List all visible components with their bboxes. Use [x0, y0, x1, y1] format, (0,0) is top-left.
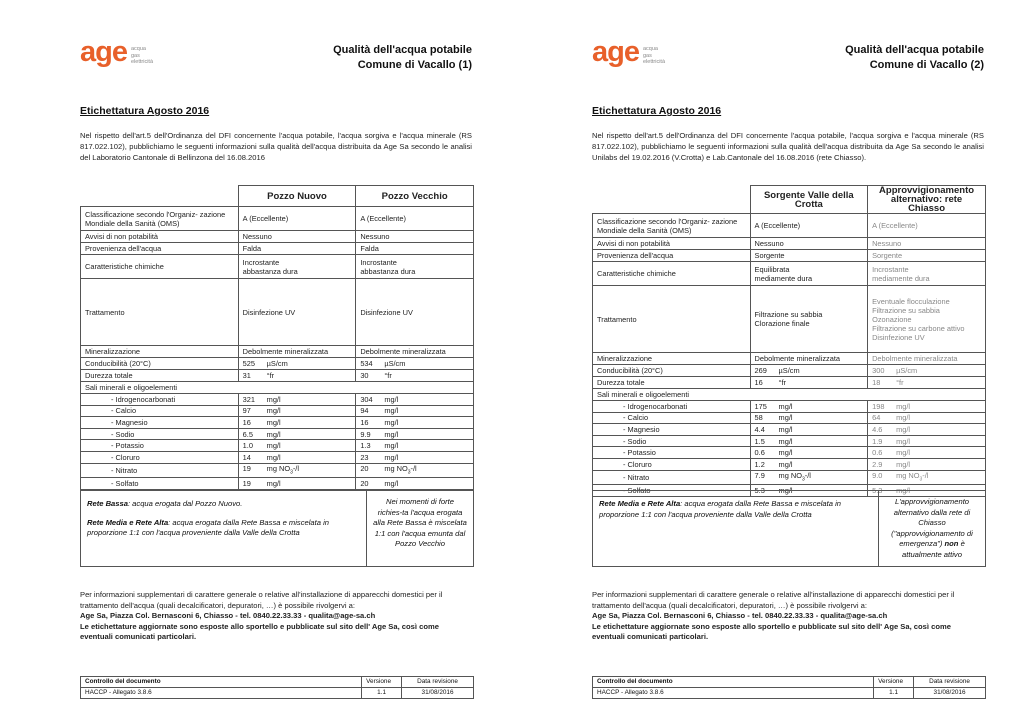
cell-prov-1: Falda	[238, 243, 356, 255]
ctl-header-3: Data revisione	[914, 677, 986, 688]
ion-value: 1.9	[872, 436, 883, 446]
cell-prov-1: Sorgente	[750, 250, 868, 262]
ion-cell	[868, 412, 986, 424]
no3-unit-sub: 3	[801, 476, 805, 483]
cell-oms-2: A (Eccellente)	[356, 207, 474, 231]
ion-row	[81, 428, 474, 440]
no3-unit-a: mg NO	[778, 470, 802, 480]
cell-avvisi-2: Nessuno	[356, 231, 474, 243]
ion-label: - Idrogenocarbonati	[593, 401, 751, 413]
section-heading: Etichettatura Agosto 2016	[80, 105, 210, 117]
quality-table	[592, 185, 986, 497]
cell-tratt-1	[750, 286, 868, 353]
row-label-mineral: Mineralizzazione	[81, 346, 239, 358]
ion-cell	[356, 478, 474, 490]
cond-unit: µS/cm	[896, 366, 918, 375]
ion-cell	[238, 394, 356, 406]
ion-label: - Potassio	[593, 447, 751, 459]
treatment-item: Filtrazione su sabbia	[754, 310, 823, 319]
ion-cell	[356, 417, 474, 429]
logo-sub-1: acqua	[643, 46, 658, 52]
ion-unit: mg/l	[778, 401, 793, 411]
note-rete-media-label: Rete Media e Rete Alta	[87, 517, 169, 527]
row-label-cond: Conducibilità (20°C)	[81, 358, 239, 370]
ion-cell	[238, 417, 356, 429]
ion-unit: mg/l	[384, 441, 399, 451]
ion-value: 1.2	[754, 459, 765, 469]
ion-unit: mg/l	[778, 436, 793, 446]
ion-unit: mg/l	[266, 478, 281, 488]
dur-value-1: 31	[242, 371, 251, 380]
ion-value: 94	[360, 406, 369, 416]
footer-contact: Age Sa, Piazza Col. Bernasconi 6, Chiasso - tel. 0840.22.33.33 - qualita@age-sa.ch	[80, 611, 376, 620]
logo-sub-2: gas	[643, 52, 652, 59]
ion-value: 1.5	[754, 436, 765, 446]
row-label-avvisi: Avvisi di non potabilità	[593, 238, 751, 250]
row-label-oms: Classificazione secondo l'Organiz- zazione Mondiale della Sanità (OMS)	[81, 207, 239, 231]
ion-unit: mg/l	[896, 401, 911, 411]
cell-mineral-2: Debolmente mineralizzata	[868, 353, 986, 365]
ion-label: - Solfato	[81, 478, 239, 490]
ctl-header-2: Versione	[362, 677, 402, 688]
ion-cell	[356, 394, 474, 406]
ion-unit	[896, 471, 928, 484]
note-rete-media: : acqua erogata dalla Rete Bassa e miscelata in proporzione 1:1 con l'acqua proveniente dalla Valle della Crotta	[87, 517, 330, 537]
ctl-value-1: HACCP - Allegato 3.8.6	[593, 688, 874, 699]
no3-unit-a: mg NO	[896, 470, 920, 480]
footer-info	[592, 590, 984, 643]
row-label-cond: Conducibilità (20°C)	[593, 365, 751, 377]
dur-value-2: 30	[360, 371, 369, 380]
ion-unit	[384, 464, 416, 477]
ion-row	[81, 405, 474, 417]
cell-oms-1: A (Eccellente)	[750, 214, 868, 238]
cond-value-2: 534	[360, 359, 373, 368]
ion-cell	[356, 405, 474, 417]
cell-oms-2: A (Eccellente)	[868, 214, 986, 238]
cond-value-1: 525	[242, 359, 255, 368]
ion-value: 5.3	[754, 485, 765, 495]
ion-cell	[356, 428, 474, 440]
treatment-item: Ozonazione	[872, 314, 912, 324]
row-label-tratt: Trattamento	[81, 279, 239, 346]
ion-cell	[868, 458, 986, 470]
ion-cell	[868, 424, 986, 436]
ion-label: - Potassio	[81, 440, 239, 452]
cell-mineral-1: Debolmente mineralizzata	[238, 346, 356, 358]
ion-label: - Calcio	[81, 405, 239, 417]
ion-label: - Calcio	[593, 412, 751, 424]
ion-cell	[356, 440, 474, 452]
cell-chim-2	[356, 255, 474, 279]
ion-value: 198	[872, 401, 885, 411]
title-line-2: Comune di Vacallo (1)	[357, 59, 472, 71]
ion-label: - Nitrato	[81, 463, 239, 477]
cond-value-1: 269	[754, 366, 767, 375]
cell-tratt-2	[356, 279, 474, 346]
row-label-mineral: Mineralizzazione	[593, 353, 751, 365]
ion-row	[81, 440, 474, 452]
ctl-value-2: 1.1	[362, 688, 402, 699]
ion-value: 321	[242, 394, 255, 404]
row-label-avvisi: Avvisi di non potabilità	[81, 231, 239, 243]
no3-unit-c: -/l	[922, 470, 929, 480]
ion-value: 14	[242, 452, 251, 462]
ion-row	[593, 435, 986, 447]
ion-cell	[238, 405, 356, 417]
notes-right	[879, 491, 985, 566]
intro-text: Nel rispetto dell'art.5 dell'Ordinanza del DFI concernente l'acqua potabile, l'acqua sorgiva e l'acqua minerale (RS 817.022.102), pubblichiamo le seguenti informazioni sulla qualità dell'acqua distribuita da Age Sa secondo le analisi Unilabs del 19.02.2016 (V.Crotta) e Lab.Cantonale del 16.08.2016 (rete Chiasso).	[592, 131, 984, 162]
note-right-2: è attualmente attivo	[902, 539, 965, 559]
row-label-dur: Durezza totale	[81, 370, 239, 382]
ion-value: 4.6	[872, 424, 883, 434]
cell-dur-2	[356, 370, 474, 382]
notes-left	[593, 491, 879, 566]
row-label-chim: Caratteristiche chimiche	[81, 255, 239, 279]
ion-value: 9.9	[360, 429, 371, 439]
ion-unit: mg/l	[384, 394, 399, 404]
ion-label: - Cloruro	[593, 458, 751, 470]
notes-box	[80, 490, 474, 567]
ion-cell	[868, 401, 986, 413]
logo-sub-2: gas	[131, 52, 140, 59]
cond-value-2: 300	[872, 366, 885, 375]
no3-unit-sub: 3	[407, 469, 411, 476]
ion-value: 7.9	[754, 470, 765, 480]
ion-row	[593, 412, 986, 424]
ion-value: 64	[872, 413, 881, 423]
ion-value: 9.0	[872, 470, 883, 480]
note-right-1: Nei momenti di forte richies-ta l'acqua erogata alla Rete Bassa è miscelata 1:1 con l'acqua emunta dal Pozzo Vecchio	[373, 497, 467, 548]
cell-dur-1	[238, 370, 356, 382]
footer-text-1: Per informazioni supplementari di carattere generale o relative all'installazione di apparecchi domestici per il trattamento dell'acqua (quali decalcificatori, depuratori, …) è possibile rivolgervi a:	[592, 590, 955, 610]
treatment-item: Disinfezione UV	[360, 307, 413, 317]
notes-left	[81, 491, 367, 566]
ion-cell	[750, 412, 868, 424]
no3-unit-a: mg NO	[384, 463, 408, 473]
cell-cond-1	[238, 358, 356, 370]
cell-mineral-1: Debolmente mineralizzata	[750, 353, 868, 365]
ion-value: 175	[754, 401, 767, 411]
ion-label: - Sodio	[593, 435, 751, 447]
chim-2b: abbastanza dura	[360, 266, 416, 276]
cell-tratt-1	[238, 279, 356, 346]
chim-2b: mediamente dura	[872, 273, 930, 283]
row-label-dur: Durezza totale	[593, 377, 751, 389]
cell-tratt-2	[868, 286, 986, 353]
chim-1a: Equilibrata	[754, 264, 790, 274]
cell-dur-1	[750, 377, 868, 389]
ion-cell	[238, 440, 356, 452]
no3-unit-c: -/l	[804, 470, 811, 480]
logo-subtitle	[643, 46, 665, 66]
footer-text-2: Le etichettature aggiornate sono esposte allo sportello e pubblicate sul sito dell' Age Sa, così come eventuali comunicati particolari.	[80, 621, 439, 641]
note-rete-bassa: : acqua erogata dal Pozzo Nuovo.	[127, 499, 243, 508]
ion-value: 97	[242, 406, 251, 416]
logo-subtitle	[131, 46, 153, 66]
ion-value: 2.9	[872, 459, 883, 469]
intro-text: Nel rispetto dell'art.5 dell'Ordinanza del DFI concernente l'acqua potabile, l'acqua sorgiva e l'acqua minerale (RS 817.022.102), pubblichiamo le seguenti informazioni sulla qualità dell'acqua distribuita da Age Sa secondo le analisi del Laboratorio Cantonale di Bellinzona del 16.08.2016	[80, 131, 472, 162]
cell-mineral-2: Debolmente mineralizzata	[356, 346, 474, 358]
ion-value: 58	[754, 413, 763, 423]
cell-cond-1	[750, 365, 868, 377]
logo-sub-3: elettricità	[643, 59, 666, 65]
ion-unit: mg/l	[266, 406, 281, 416]
note-rete-media-label: Rete Media e Rete Alta	[599, 499, 681, 508]
ion-cell	[238, 478, 356, 490]
cell-cond-2	[868, 365, 986, 377]
col-header-2: Pozzo Vecchio	[356, 186, 474, 207]
document-control-table	[592, 676, 986, 699]
ion-unit: mg/l	[778, 485, 793, 495]
dur-unit: °fr	[384, 371, 392, 380]
cell-avvisi-1: Nessuno	[238, 231, 356, 243]
page-title	[172, 43, 472, 73]
footer-info	[80, 590, 472, 643]
notes-box	[592, 490, 986, 567]
col-header-1: Pozzo Nuovo	[238, 186, 356, 207]
footer-text-1: Per informazioni supplementari di carattere generale o relative all'installazione di apparecchi domestici per il trattamento dell'acqua (quali decalcificatori, depuratori, …) è possibile rivolgervi a:	[80, 590, 443, 610]
dur-value-1: 16	[754, 378, 763, 387]
cond-unit: µS/cm	[266, 359, 288, 368]
no3-unit-sub: 3	[290, 469, 293, 476]
ion-unit: mg/l	[896, 459, 911, 469]
no3-unit-a: mg NO	[266, 463, 291, 473]
logo-brand: age	[80, 36, 127, 68]
ion-unit: mg/l	[896, 413, 911, 423]
ion-unit: mg/l	[778, 413, 793, 423]
footer-contact: Age Sa, Piazza Col. Bernasconi 6, Chiasso - tel. 0840.22.33.33 - qualita@age-sa.ch	[592, 611, 888, 620]
row-label-prov: Provenienza dell'acqua	[81, 243, 239, 255]
ion-unit: mg/l	[384, 452, 399, 462]
ion-cell	[868, 447, 986, 459]
ion-label: - Idrogenocarbonati	[81, 394, 239, 406]
row-label-sali: Sali minerali e oligoelementi	[81, 382, 474, 394]
ion-value: 5.3	[872, 485, 883, 495]
ion-unit: mg/l	[896, 448, 911, 458]
cond-unit: µS/cm	[384, 359, 406, 368]
col-header-1: Sorgente Valle della Crotta	[750, 186, 868, 214]
ion-cell	[750, 435, 868, 447]
chim-1b: mediamente dura	[754, 273, 813, 283]
ion-unit: mg/l	[384, 429, 399, 439]
title-line-1: Qualità dell'acqua potabile	[333, 44, 472, 56]
cell-chim-1	[238, 255, 356, 279]
note-right-emph: non	[944, 539, 959, 548]
treatment-item: Disinfezione UV	[872, 332, 925, 342]
ion-row	[593, 447, 986, 459]
treatment-item: Filtrazione su carbone attivo	[872, 323, 965, 333]
ion-unit	[779, 471, 811, 484]
cell-oms-1: A (Eccellente)	[238, 207, 356, 231]
ion-value: 0.6	[754, 448, 765, 458]
ion-row	[593, 458, 986, 470]
ion-unit: mg/l	[266, 441, 281, 451]
ion-unit: mg/l	[384, 417, 399, 427]
no3-unit-c: -/l	[410, 463, 417, 473]
note-rete-bassa-label: Rete Bassa	[87, 499, 128, 508]
ion-unit: mg/l	[266, 452, 281, 462]
ion-value: 23	[360, 452, 369, 462]
row-label-sali: Sali minerali e oligoelementi	[593, 389, 986, 401]
ion-label: - Solfato	[593, 485, 751, 497]
treatment-item: Clorazione finale	[754, 319, 810, 328]
logo-sub-1: acqua	[131, 46, 146, 52]
col-header-2: Approvvigionamento alternativo: rete Chiasso	[868, 186, 986, 214]
ion-cell	[238, 451, 356, 463]
cell-prov-2: Falda	[356, 243, 474, 255]
ion-cell	[238, 428, 356, 440]
ion-value: 20	[360, 478, 369, 488]
ion-unit: mg/l	[896, 436, 911, 446]
dur-unit: °fr	[778, 378, 787, 387]
ion-unit	[267, 464, 299, 477]
ion-row	[81, 463, 474, 477]
ion-value: 16	[242, 417, 251, 427]
title-line-1: Qualità dell'acqua potabile	[845, 44, 984, 56]
ion-label: - Cloruro	[81, 451, 239, 463]
treatment-item: Eventuale flocculazione	[872, 296, 950, 306]
ion-unit: mg/l	[266, 429, 281, 439]
ion-row	[593, 470, 986, 484]
ion-cell	[868, 435, 986, 447]
ion-unit: mg/l	[778, 424, 793, 434]
ion-unit: mg/l	[778, 448, 793, 458]
cell-cond-2	[356, 358, 474, 370]
ion-row	[593, 401, 986, 413]
ion-unit: mg/l	[384, 478, 399, 488]
ion-value: 1.0	[242, 441, 253, 451]
ion-cell	[750, 458, 868, 470]
no3-unit-sub: 3	[919, 476, 923, 483]
ctl-value-3: 31/08/2016	[914, 688, 986, 699]
row-label-tratt: Trattamento	[593, 286, 751, 353]
ion-value: 19	[242, 478, 251, 488]
ion-row	[81, 417, 474, 429]
cell-prov-2: Sorgente	[868, 250, 986, 262]
ctl-value-2: 1.1	[874, 688, 914, 699]
note-rete-media: : acqua erogata dalla Rete Bassa e miscelata in proporzione 1:1 con l'acqua proveniente dalla Valle della Crotta	[599, 499, 842, 519]
logo-sub-3: elettricità	[131, 59, 154, 65]
ctl-header-3: Data revisione	[402, 677, 474, 688]
quality-table	[80, 185, 474, 490]
treatment-item: Disinfezione UV	[242, 307, 296, 317]
ion-label: - Nitrato	[593, 470, 751, 484]
ion-cell	[750, 401, 868, 413]
ion-cell	[750, 470, 868, 484]
title-line-2: Comune di Vacallo (2)	[869, 59, 984, 71]
ion-value: 4.4	[754, 424, 765, 434]
ion-cell	[356, 451, 474, 463]
ctl-value-3: 31/08/2016	[402, 688, 474, 699]
cell-chim-2	[868, 262, 986, 286]
row-label-chim: Caratteristiche chimiche	[593, 262, 751, 286]
chim-1a: Incrostante	[242, 257, 280, 267]
ctl-header-2: Versione	[874, 677, 914, 688]
ion-value: 0.6	[872, 448, 883, 458]
cond-unit: µS/cm	[778, 366, 800, 375]
ion-cell	[356, 463, 474, 477]
ion-label: - Magnesio	[593, 424, 751, 436]
ion-value: 19	[242, 463, 251, 473]
dur-value-2: 18	[872, 378, 881, 387]
ion-unit: mg/l	[384, 406, 399, 416]
cell-avvisi-1: Nessuno	[750, 238, 868, 250]
row-label-prov: Provenienza dell'acqua	[593, 250, 751, 262]
ion-value: 16	[360, 417, 369, 427]
logo-brand: age	[592, 36, 639, 68]
ion-cell	[750, 424, 868, 436]
ion-cell	[750, 447, 868, 459]
ion-row	[81, 478, 474, 490]
ion-label: - Magnesio	[81, 417, 239, 429]
ion-unit: mg/l	[778, 459, 793, 469]
ion-unit: mg/l	[896, 424, 911, 434]
ion-row	[593, 424, 986, 436]
ion-label: - Sodio	[81, 428, 239, 440]
footer-text-2: Le etichettature aggiornate sono esposte allo sportello e pubblicate sul sito dell' Age Sa, così come eventuali comunicati particolari.	[592, 621, 951, 641]
row-label-oms: Classificazione secondo l'Organiz- zazione Mondiale della Sanità (OMS)	[593, 214, 751, 238]
notes-right	[367, 491, 473, 566]
ion-value: 1.3	[360, 441, 371, 451]
ion-unit: mg/l	[266, 394, 281, 404]
treatment-item: Filtrazione su sabbia	[872, 305, 940, 315]
document-control-table	[80, 676, 474, 699]
ctl-header-1: Controllo del documento	[593, 677, 874, 688]
dur-unit: °fr	[266, 371, 275, 380]
cell-dur-2	[868, 377, 986, 389]
section-heading: Etichettatura Agosto 2016	[592, 105, 722, 117]
chim-2a: Incrostante	[360, 257, 397, 267]
note-right-1: L'approvvigionamento alternativo dalla rete di Chiasso ("approvvigionamento di emergenza")	[891, 497, 973, 548]
chim-1b: abbastanza dura	[242, 266, 298, 276]
chim-2a: Incrostante	[872, 264, 909, 274]
ion-cell	[238, 463, 356, 477]
page-2	[512, 0, 1024, 724]
ctl-header-1: Controllo del documento	[81, 677, 362, 688]
ctl-value-1: HACCP - Allegato 3.8.6	[81, 688, 362, 699]
ion-value: 6.5	[242, 429, 253, 439]
no3-unit-c: -/l	[292, 463, 300, 473]
cell-chim-1	[750, 262, 868, 286]
ion-cell	[868, 470, 986, 484]
ion-value: 304	[360, 394, 373, 404]
ion-unit: mg/l	[266, 417, 281, 427]
ion-unit: mg/l	[896, 485, 911, 495]
ion-row	[81, 394, 474, 406]
ion-value: 20	[360, 463, 369, 473]
dur-unit: °fr	[896, 378, 904, 387]
page-title	[684, 43, 984, 73]
cell-avvisi-2: Nessuno	[868, 238, 986, 250]
ion-row	[81, 451, 474, 463]
